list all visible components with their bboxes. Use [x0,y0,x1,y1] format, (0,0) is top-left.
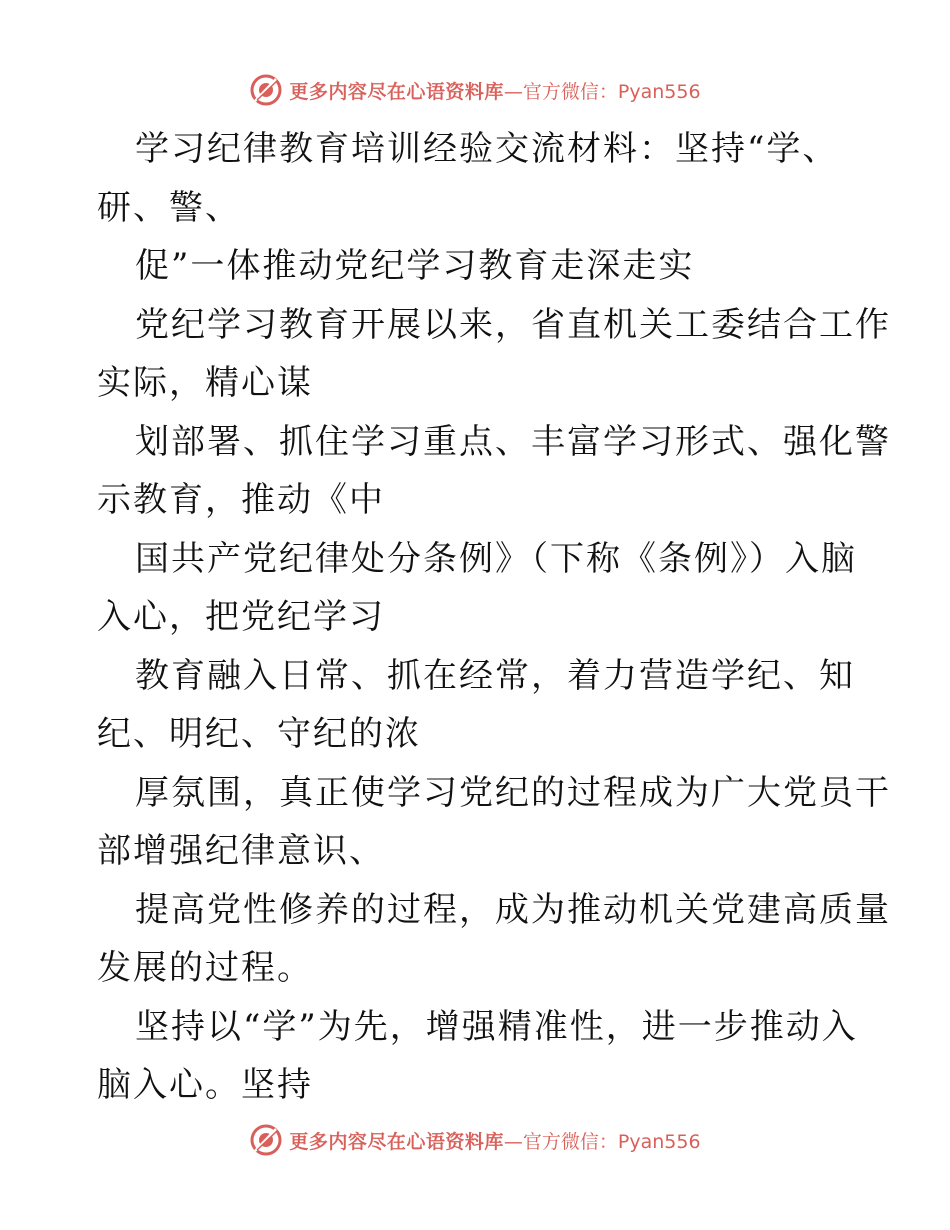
header-banner-wechat: —官方微信：Pyan556 [503,80,701,103]
body-line: 党纪学习教育开展以来，省直机关工委结合工作 [135,304,891,345]
body-line: 纪、明纪、守纪的浓 [97,714,421,754]
footer-banner-wechat: —官方微信：Pyan556 [503,1130,701,1153]
quill-seal-logo-icon [249,73,283,107]
body-line: 入心，把党纪学习 [97,597,385,637]
footer-banner-title: 更多内容尽在心语资料库 [289,1130,504,1153]
body-line: 部增强纪律意识、 [97,831,385,871]
body-line: 学习纪律教育培训经验交流材料：坚持“学、 [135,129,839,169]
body-line: 发展的过程。 [97,948,313,988]
body-line: 示教育，推动《中 [97,480,385,520]
quill-seal-logo-icon [249,1123,283,1157]
header-banner [0,70,950,110]
body-line: 教育融入日常、抓在经常，着力营造学纪、知 [135,655,855,696]
body-line: 促”一体推动党纪学习教育走深走实 [135,246,695,286]
footer-banner [0,1120,950,1160]
document-body [97,120,891,1115]
body-line: 脑入心。坚持 [97,1065,313,1105]
header-banner-title: 更多内容尽在心语资料库 [289,80,504,103]
body-line: 实际，精心谋 [97,363,313,403]
body-line: 坚持以“学”为先，增强精准性，进一步推动入 [135,1006,858,1047]
body-line: 国共产党纪律处分条例》（下称《条例》）入脑 [135,538,857,579]
body-line: 研、警、 [97,187,241,228]
body-line: 划部署、抓住学习重点、丰富学习形式、强化警 [135,421,891,462]
body-line: 厚氛围，真正使学习党纪的过程成为广大党员干 [135,772,891,813]
body-line: 提高党性修养的过程，成为推动机关党建高质量 [135,889,891,930]
